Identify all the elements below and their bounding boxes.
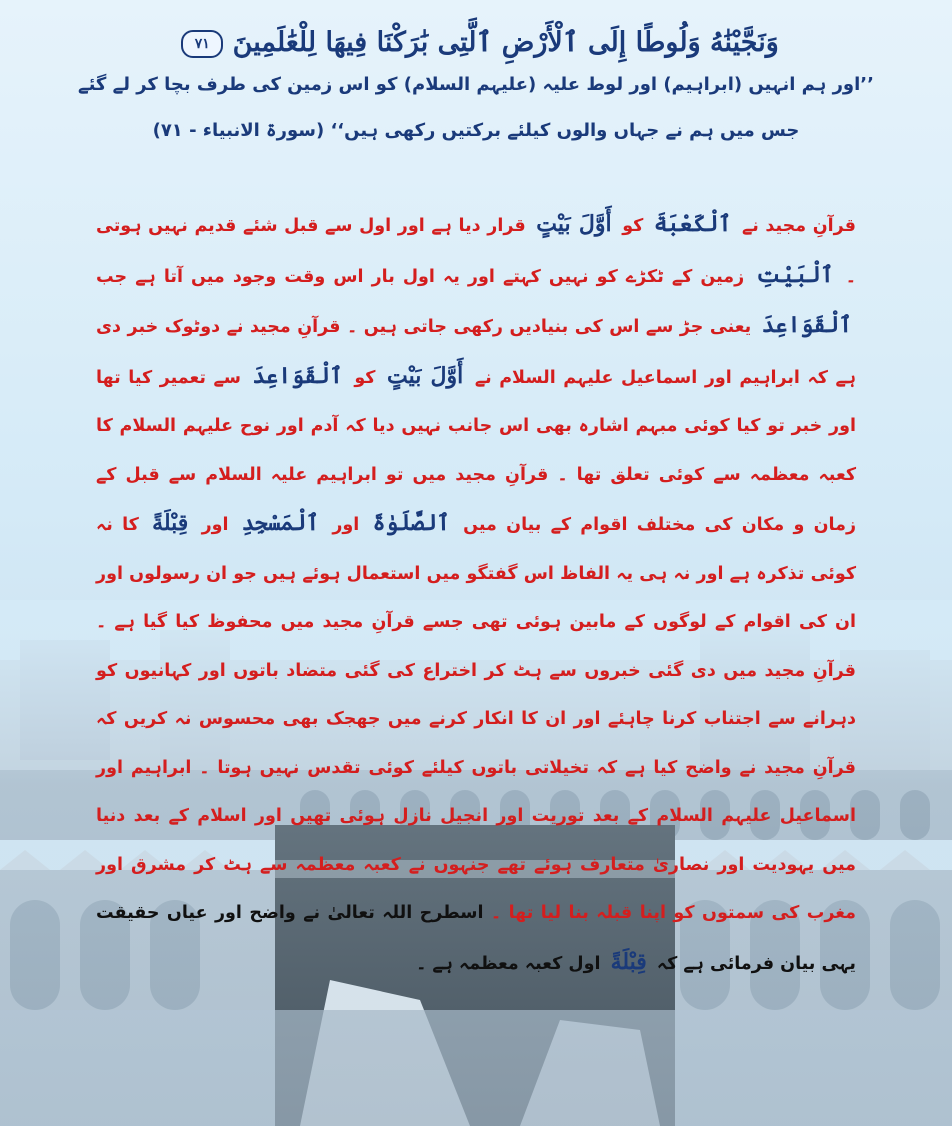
text-segment: کا نہ کوئی تذکرہ ہے اور نہ ہی یہ الفاظ اس گفتگو میں استعمال ہوئے ہیں جو ان رسولوں اور ان کی اقوام کے لوگوں کے مابین ہوئی تھی جسے قرآنِ مجید میں محفوظ کیا گیا ہے ۔ قرآنِ مجید میں دی گئی خبروں سے ہٹ کر اختراع کی گئی متضاد باتوں اور کہانیوں کو دہرانے سے اجتناب کرنا چاہئے اور ان کا انکار کرنے میں جھجک بھی محسوس نہ کریں کہ قرآنِ مجید نے واضح کیا ہے کہ تخیلاتی باتوں کیلئے کوئی تقدس نہیں ہوتا ۔ ابراہیم اور اسماعیل علیہم السلام کے بعد توریت اور انجیل نازل ہوئی تھیں اور اسلام کے بعد دنیا میں یہودیت اور نصاریٰ متعارف ہوئے تھے جنہوں نے کعبہ معظمہ سے ہٹ کر مشرق اور مغرب کی سمتوں کو اپنا قبلہ بنا لیا تھا ۔ xyxy=(96,515,856,923)
arabic-term: أَوَّلَ بَيْتٍ xyxy=(387,362,464,389)
verse-text: وَنَجَّيْنَٰهُ وَلُوطًا إِلَى ٱلْأَرْضِ ٱلَّتِى بَٰرَكْنَا فِيهَا لِلْعَٰلَمِينَ xyxy=(232,27,779,58)
arabic-term: ٱلْقَوَاعِدَ xyxy=(761,312,853,338)
translation-line-2: جس میں ہم نے جہاں والوں کیلئے برکتیں رکھی ہیں‘‘ (سورۃ الانبیاء - ۷۱) xyxy=(152,120,800,141)
arabic-term: أَوَّلَ بَيْتٍ xyxy=(536,211,612,237)
arabic-term: قِبْلَةً xyxy=(610,948,647,975)
arabic-term: ٱلْبَيْتِ xyxy=(756,261,834,288)
arabic-term: ٱلْمَسْجِدِ xyxy=(241,510,320,536)
arabic-term: ٱلْكَعْبَةَ xyxy=(653,211,732,237)
arabic-term: قِبْلَةً xyxy=(152,510,189,536)
body-paragraph xyxy=(96,200,856,988)
text-segment: قرار دیا ہے اور اول سے قبل شئے قدیم نہیں ہوتی ۔ xyxy=(96,216,857,287)
text-segment: زمین کے ٹکڑے کو نہیں کہتے اور یہ اول بار اس وقت وجود میں آتا ہے جب xyxy=(96,266,745,287)
quran-verse xyxy=(20,18,932,68)
text-segment: اور xyxy=(332,515,360,535)
text-segment: یعنی جڑ سے اس کی بنیادیں رکھی جاتی ہیں ۔ قرآنِ مجید نے دوٹوک خبر دی ہے کہ ابراہیم اور اسماعیل علیہم السلام نے xyxy=(96,317,856,388)
text-segment: قرآنِ مجید نے xyxy=(741,216,857,236)
translation-line-1: ’’اور ہم انہیں (ابراہیم) اور لوط علیہ (علیہم السلام) کو اس زمین کی طرف بچا کر لے گئے xyxy=(78,74,874,95)
text-segment-final: اول کعبہ معظمہ ہے ۔ xyxy=(416,953,601,974)
ayah-number-badge: ٧١ xyxy=(181,30,223,58)
text-segment: کو xyxy=(354,367,376,388)
arabic-term: ٱلْقَوَاعِدَ xyxy=(252,362,343,389)
text-segment: کو xyxy=(622,216,644,236)
text-segment: سے تعمیر کیا تھا اور خبر تو کیا کوئی مبہم اشارہ بھی اس جانب نہیں دیا کہ آدم اور نوح علیہم السلام کا کعبہ معظمہ سے کوئی تعلق تھا ۔ قرآنِ مجید میں تو ابراہیم علیہ السلام سے قبل کے زمان و مکان کی مختلف اقوام کے بیان میں xyxy=(96,367,857,535)
arabic-term: ٱلصَّلَوٰةَ xyxy=(372,510,450,536)
text-segment-final: اسطرح اللہ تعالیٰ نے واضح اور عیاں حقیقت یہی بیان فرمائی ہے کہ xyxy=(96,903,856,974)
text-segment: اور xyxy=(201,515,229,535)
